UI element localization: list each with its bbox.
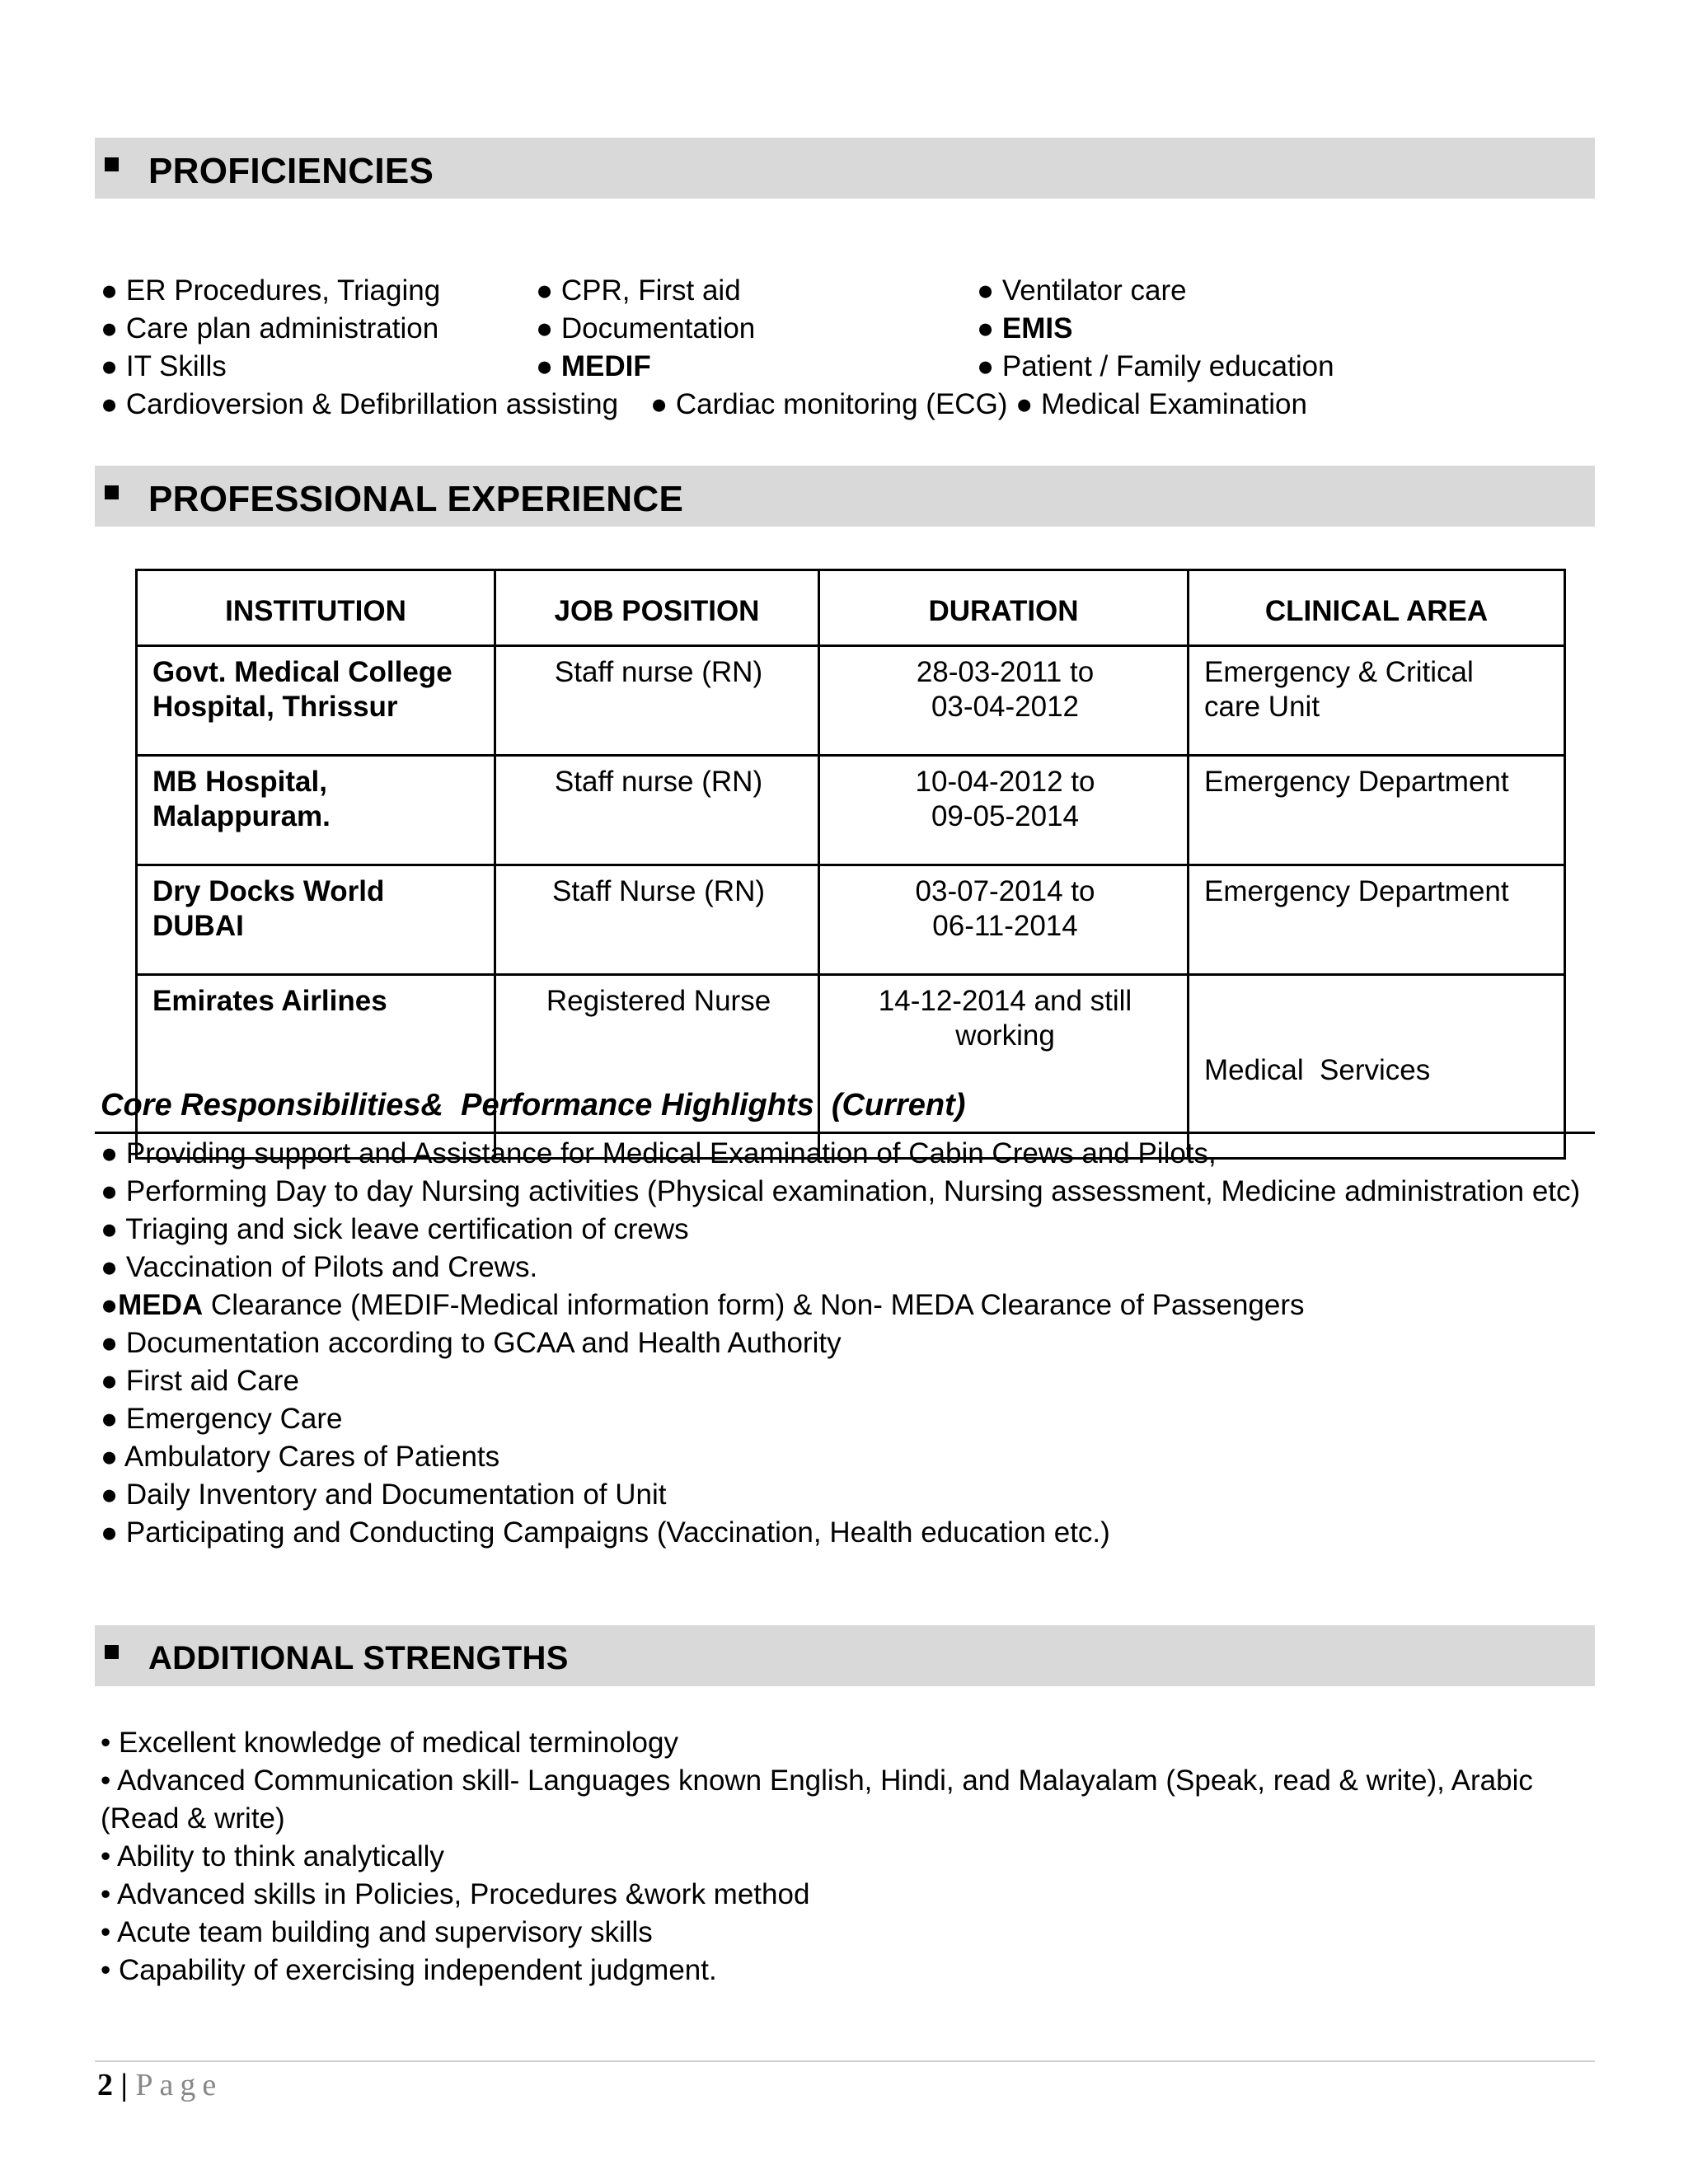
institution-cell [137, 756, 495, 865]
section-title: PROFICIENCIES [148, 151, 434, 191]
institution-line: Emirates Airlines [152, 985, 387, 1017]
responsibilities-list [101, 1135, 1580, 1552]
column-header: INSTITUTION [137, 570, 495, 646]
square-bullet-icon [105, 485, 119, 499]
clinical-area-line: Emergency Department [1204, 766, 1509, 798]
proficiency-row: ● Cardioversion & Defibrillation assisting ● Cardiac monitoring (ECG) ● Medical Examination [101, 388, 1307, 420]
table-row [137, 865, 1565, 975]
list-item: • Acute team building and supervisory skills [101, 1916, 653, 1948]
duration-line: 14-12-2014 and still [878, 985, 1132, 1017]
proficiency-item: ● Ventilator care [977, 274, 1187, 307]
clinical-area-line: Medical Services [1204, 1054, 1431, 1086]
column-header: JOB POSITION [495, 570, 819, 646]
core-responsibilities-heading: Core Responsibilities& Performance Highlights (Current) [101, 1088, 966, 1122]
square-bullet-icon [105, 157, 119, 171]
position-cell: Registered Nurse [495, 975, 819, 1159]
column-header: CLINICAL AREA [1189, 570, 1565, 646]
clinical-area-cell [1189, 865, 1565, 975]
section-header-strengths [95, 1625, 1595, 1686]
duration-line: 06-11-2014 [932, 910, 1078, 942]
duration-line: 09-05-2014 [931, 800, 1080, 832]
institution-line: DUBAI [152, 910, 244, 942]
proficiency-item: ● CPR, First aid [536, 274, 741, 307]
proficiency-item: ● Documentation [536, 312, 756, 344]
list-item: • Ability to think analytically [101, 1840, 444, 1872]
heading-underline [95, 1132, 1595, 1134]
list-item [101, 1286, 1580, 1324]
page-label: Page [135, 2068, 223, 2102]
list-item: • Excellent knowledge of medical terminology [101, 1727, 678, 1759]
proficiency-item: ● ER Procedures, Triaging [101, 274, 441, 307]
institution-line: Hospital, Thrissur [152, 691, 398, 723]
table-row [137, 646, 1565, 756]
list-item: ● Emergency Care [101, 1403, 343, 1435]
clinical-area-line: care Unit [1204, 691, 1320, 723]
list-item: ● Triaging and sick leave certification of crews [101, 1213, 689, 1245]
page-number: 2 [97, 2068, 113, 2102]
proficiency-item: ● EMIS [977, 312, 1073, 344]
strengths-list [101, 1724, 1584, 1990]
position-cell: Staff Nurse (RN) [495, 865, 819, 975]
page-footer [97, 2067, 223, 2103]
proficiency-item: ● MEDIF [536, 350, 651, 382]
duration-line: working [955, 1019, 1055, 1052]
list-item: ● Performing Day to day Nursing activities (Physical examination, Nursing assessment, Medicine administration etc) [101, 1175, 1581, 1207]
table-row [137, 756, 1565, 865]
institution-line: Malappuram. [152, 800, 331, 832]
duration-line: 28-03-2011 to [916, 656, 1095, 688]
section-header-experience [95, 466, 1595, 527]
list-item: ● Ambulatory Cares of Patients [101, 1441, 500, 1473]
clinical-area-cell [1189, 756, 1565, 865]
table-header-row [137, 570, 1565, 646]
position-cell: Staff nurse (RN) [495, 646, 819, 756]
experience-table [135, 569, 1566, 1160]
duration-line: 03-07-2014 to [915, 875, 1095, 907]
meda-text: Clearance (MEDIF-Medical information form) & Non- MEDA Clearance of Passengers [203, 1289, 1305, 1321]
duration-cell [819, 865, 1189, 975]
list-item: • Advanced skills in Policies, Procedures &work method [101, 1878, 810, 1910]
clinical-area-cell [1189, 646, 1565, 756]
list-item: ● First aid Care [101, 1365, 299, 1397]
duration-line: 10-04-2012 to [915, 766, 1095, 798]
list-item: ● Daily Inventory and Documentation of Unit [101, 1479, 667, 1511]
column-header: DURATION [819, 570, 1189, 646]
list-item: ● Providing support and Assistance for Medical Examination of Cabin Crews and Pilots, [101, 1137, 1217, 1169]
list-item: • Capability of exercising independent judgment. [101, 1954, 717, 1986]
institution-line: Dry Docks World [152, 875, 385, 907]
list-item: • Advanced Communication skill- Languages known English, Hindi, and Malayalam (Speak, read & write), Arabic (Read & write) [101, 1765, 1533, 1835]
footer-divider [95, 2060, 1595, 2062]
institution-line: MB Hospital, [152, 766, 327, 798]
position-cell: Staff nurse (RN) [495, 756, 819, 865]
clinical-area-line: Emergency & Critical [1204, 656, 1474, 688]
list-item: ● Participating and Conducting Campaigns (Vaccination, Health education etc.) [101, 1516, 1110, 1549]
footer-separator: | [113, 2068, 136, 2102]
clinical-area-line: Emergency Department [1204, 875, 1509, 907]
duration-cell [819, 646, 1189, 756]
section-title: PROFESSIONAL EXPERIENCE [148, 479, 684, 519]
proficiency-item: ● Care plan administration [101, 312, 439, 344]
square-bullet-icon [105, 1645, 119, 1659]
section-header-proficiencies [95, 138, 1595, 199]
institution-line: Govt. Medical College [152, 656, 452, 688]
section-title: ADDITIONAL STRENGTHS [148, 1640, 569, 1676]
institution-cell [137, 865, 495, 975]
proficiency-item: ● Patient / Family education [977, 350, 1334, 382]
meda-label: ●MEDA [101, 1289, 204, 1321]
duration-line: 03-04-2012 [931, 691, 1080, 723]
duration-cell [819, 756, 1189, 865]
institution-cell [137, 646, 495, 756]
list-item: ● Vaccination of Pilots and Crews. [101, 1251, 538, 1283]
proficiency-item: ● IT Skills [101, 350, 227, 382]
list-item: ● Documentation according to GCAA and Health Authority [101, 1327, 842, 1359]
